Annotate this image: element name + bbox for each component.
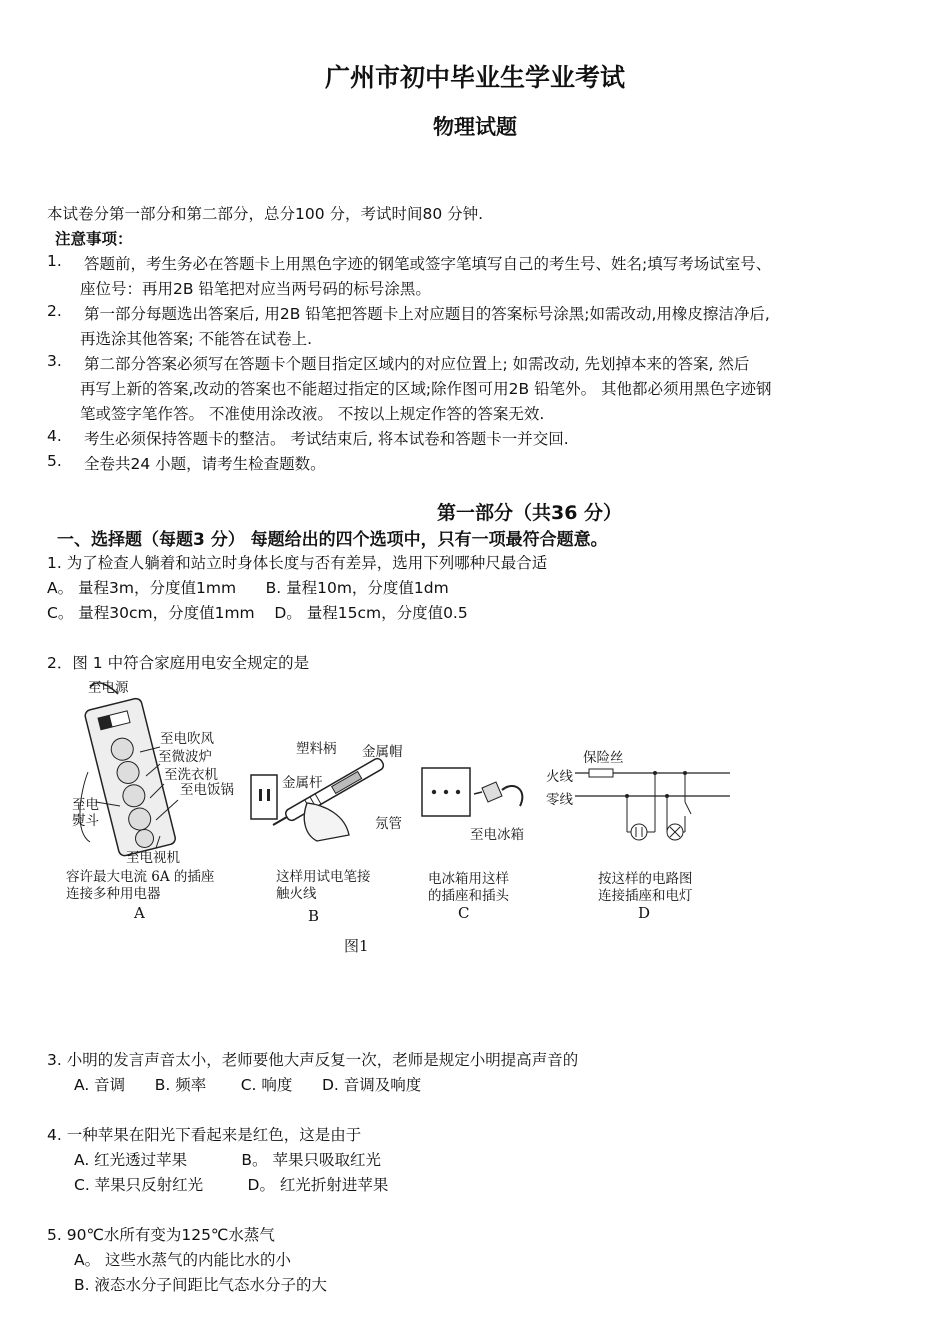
fig-d-label: 火线: [546, 769, 573, 785]
note-line: 笔或签字笔作答。 不准使用涂改液。 不按以上规定作答的答案无效.: [80, 405, 545, 423]
fig-c-label: 至电冰箱: [470, 827, 524, 843]
fig-b-caption: 这样用试电笔接: [276, 869, 371, 885]
fig-d-caption: 按这样的电路图: [598, 871, 693, 887]
figure-d-circuit-diagram: [575, 760, 735, 850]
note-number: 2.: [47, 302, 62, 320]
fig-a-label: 至洗衣机: [164, 767, 218, 783]
fig-a-letter: A: [134, 904, 145, 922]
fig-a-label: 至电视机: [126, 850, 180, 866]
fig-b-label: 塑料柄: [296, 741, 337, 757]
note-line: 第二部分答案必须写在答题卡个题目指定区域内的对应位置上; 如需改动, 先划掉本来的答案, 然后: [84, 355, 750, 373]
fig-c-caption: 电冰箱用这样: [428, 871, 509, 887]
fig-a-label: 至电源: [88, 680, 129, 696]
question-options: C. 苹果只反射红光 D。 红光折射进苹果: [74, 1176, 389, 1194]
note-line: 第一部分每题选出答案后, 用2B 铅笔把答题卡上对应题目的答案标号涂黑;如需改动,用橡皮擦洁净后,: [84, 305, 770, 323]
fig-a-caption: 容许最大电流 6A 的插座: [66, 869, 215, 885]
question-options: A。 量程3m，分度值1mm B. 量程10m，分度值1dm: [47, 579, 449, 597]
question-stem: 4. 一种苹果在阳光下看起来是红色，这是由于: [47, 1126, 362, 1144]
question-options: A. 音调 B. 频率 C. 响度 D. 音调及响度: [74, 1076, 422, 1094]
note-line: 再选涂其他答案; 不能答在试卷上.: [80, 330, 313, 348]
note-line: 考生必须保持答题卡的整洁。 考试结束后, 将本试卷和答题卡一并交回.: [84, 430, 569, 448]
fig-a-label: 至电: [72, 797, 99, 813]
figure-label: 图1: [344, 937, 369, 955]
note-number: 4.: [47, 427, 62, 445]
question-options: A. 红光透过苹果 B。 苹果只吸取红光: [74, 1151, 381, 1169]
fig-d-letter: D: [638, 904, 651, 922]
intro-text: 本试卷分第一部分和第二部分，总分100 分，考试时间80 分钟.: [47, 205, 484, 223]
fig-b-label: 金属帽: [362, 744, 403, 760]
question-stem: 5. 90℃水所有变为125℃水蒸气: [47, 1226, 275, 1244]
question-stem: 3. 小明的发言声音太小，老师要他大声反复一次，老师是规定小明提高声音的: [47, 1051, 579, 1069]
page-subtitle: 物理试题: [433, 114, 517, 139]
note-line: 座位号：再用2B 铅笔把对应当两号码的标号涂黑。: [80, 280, 431, 298]
fig-a-label: 熨斗: [72, 813, 99, 829]
fig-b-label: 金属杆: [282, 775, 323, 791]
fig-a-label: 至电吹风: [160, 731, 214, 747]
note-line: 全卷共24 小题，请考生检查题数。: [84, 455, 326, 473]
fig-b-caption: 触火线: [276, 886, 317, 902]
note-line: 再写上新的答案,改动的答案也不能超过指定的区域;除作图可用2B 铅笔外。 其他都必须用黑色字迹钢: [80, 380, 772, 398]
figure-c-socket-plug: [418, 760, 538, 830]
question-stem: 2．图 1 中符合家庭用电安全规定的是: [47, 654, 310, 672]
question-option: B. 液态水分子间距比气态水分子的大: [74, 1276, 327, 1294]
question-option: A。 这些水蒸气的内能比水的小: [74, 1251, 292, 1269]
section1-title: 一、选择题（每题3 分） 每题给出的四个选项中，只有一项最符合题意。: [57, 530, 608, 550]
fig-c-letter: C: [458, 904, 470, 922]
fig-d-label: 零线: [546, 792, 573, 808]
note-number: 5.: [47, 452, 62, 470]
question-options: C。 量程30cm，分度值1mm D。 量程15cm，分度值0.5: [47, 604, 468, 622]
fig-d-label: 保险丝: [583, 750, 624, 766]
fig-a-label: 至电饭锅: [180, 782, 234, 798]
fig-d-caption: 连接插座和电灯: [598, 888, 693, 904]
note-number: 1.: [47, 252, 62, 270]
fig-c-caption: 的插座和插头: [428, 888, 509, 904]
note-line: 答题前，考生务必在答题卡上用黑色字迹的钢笔或签字笔填写自己的考生号、姓名;填写考场试室号、: [84, 255, 772, 273]
question-stem: 1. 为了检查人躺着和站立时身体长度与否有差异，选用下列哪种尺最合适: [47, 554, 548, 572]
fig-b-letter: B: [308, 907, 320, 925]
fig-a-label: 至微波炉: [158, 749, 212, 765]
page-title: 广州市初中毕业生学业考试: [324, 63, 625, 92]
notes-heading: 注意事项：: [55, 230, 133, 248]
part1-title: 第一部分（共36 分）: [437, 502, 623, 524]
fig-b-label: 氖管: [375, 816, 402, 832]
fig-a-caption: 连接多种用电器: [66, 886, 161, 902]
note-number: 3.: [47, 352, 62, 370]
